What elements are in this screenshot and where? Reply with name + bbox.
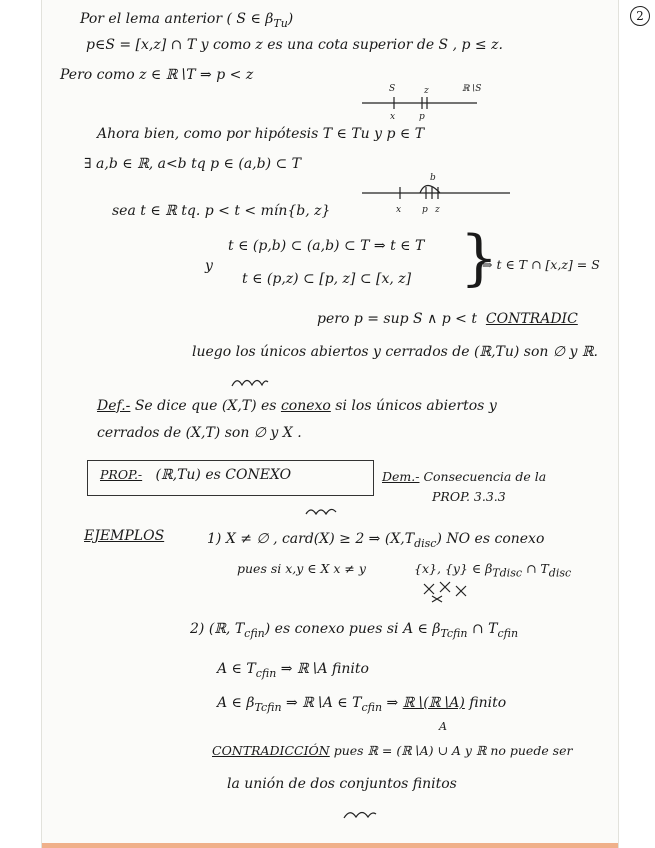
example-1-line-2: pues si x,y ∈ X x ≠ y [237,561,366,576]
set-a-label: A [439,720,447,733]
text: ⇒ ℝ∖A finito [276,661,369,677]
label-r-minus-s: ℝ∖S [462,84,482,94]
label-x: x [390,112,396,122]
text: si los únicos abiertos y [335,398,497,414]
number-line-1 [362,80,492,120]
text: ∩ T [525,561,549,576]
subscript: cfin [255,666,277,680]
demonstration-line [382,468,546,486]
line-pero-como: Pero como z ∈ ℝ∖T ⇒ p < z [60,67,254,83]
squiggle-divider [230,376,270,390]
demonstration-label: Dem.- [382,469,420,484]
contradiction-line-2: la unión de dos conjuntos finitos [227,776,457,792]
crossed-scribbles [420,580,490,604]
text: Por el lema anterior ( S ∈ β [80,11,274,27]
text: pero p = sup S ∧ p < t [317,311,477,327]
subscript: Tcfin [440,626,468,640]
examples-heading [84,527,164,545]
text: pues ℝ = (ℝ∖A) ∪ A y ℝ no puede ser [329,743,573,758]
demonstration-ref: PROP. 3.3.3 [432,489,506,504]
text: 1) X ≠ ∅ , card(X) ≥ 2 ⇒ (X,T [207,531,415,547]
proposition-text: (ℝ,Tu) es CONEXO [155,467,292,483]
line-t-in-pb: t ∈ (p,b) ⊂ (a,b) ⊂ T ⇒ t ∈ T [228,238,425,254]
line-p-in-s: p∈S = [x,z] ∩ T y como z es una cota superior de S , p ≤ z. [86,37,503,53]
notebook-page [41,0,644,848]
contradiction-label: CONTRADICCIÓN [212,743,330,758]
subscript: cfin [497,626,519,640]
subscript: cfin [244,626,265,640]
line-exists-ab: ∃ a,b ∈ ℝ, a<b tq p ∈ (a,b) ⊂ T [84,156,302,172]
interval-arc [420,186,440,194]
line-y: y [205,258,213,274]
line-luego: luego los únicos abiertos y cerrados de (ℝ,Tu) son ∅ y ℝ. [192,344,598,360]
label-z: z [424,86,429,96]
label-s: S [389,84,396,94]
example-2-line-1 [190,620,518,643]
right-brace: } [460,223,499,293]
text: ∩ T [471,621,498,637]
example-2-line-2 [217,660,369,683]
underlined-set: ℝ∖(ℝ∖A) [402,695,465,711]
line-ahora-bien: Ahora bien, como por hipótesis T ∈ Tu y p ∈ T [97,126,425,142]
definition-line-1 [97,397,497,415]
definition-term: conexo [280,398,331,414]
proposition-line [100,466,291,484]
text: Se dice que (X,T) es [134,398,277,414]
label-p: p [422,205,428,215]
text: ) [287,11,294,27]
examples-label: EJEMPLOS [84,528,165,544]
line-lema [80,10,293,33]
subscript: disc [414,536,437,550]
text: finito [464,695,507,711]
definition-line-2: cerrados de (X,T) son ∅ y X . [97,425,302,441]
definition-label: Def.- [97,398,131,414]
label-x: x [396,205,402,215]
proposition-label: PROP.- [100,467,143,482]
example-1-line-1 [207,530,544,553]
text: {x}, {y} ∈ β [414,561,493,576]
contradiction-label: CONTRADIC [485,311,578,327]
text: ⇒ ℝ∖A ∈ T [281,695,362,711]
text: ) es conexo pues si A ∈ β [264,621,441,637]
text: ) NO es conexo [436,531,545,547]
label-b: b [430,173,436,183]
subscript: Tu [273,16,288,30]
number-line-2 [362,168,512,216]
line-pero-sup [317,310,578,328]
subscript: disc [548,566,572,580]
example-2-line-3 [217,694,506,717]
squiggle-divider-3 [342,808,378,822]
line-t-in-pz: t ∈ (p,z) ⊂ [p, z] ⊂ [x, z] [242,271,412,287]
subscript: Tdisc [492,566,522,580]
line-sea-t: sea t ∈ ℝ tq. p < t < mín{b, z} [112,203,331,219]
text: A ∈ T [217,661,256,677]
squiggle [306,509,336,514]
squiggle [232,381,268,387]
squiggle-divider-2 [304,506,338,518]
contradiction-line-1 [212,742,572,760]
label-z: z [435,205,440,215]
page-number: 2 [630,6,650,26]
line-t-in-s: ⇒ t ∈ T ∩ [x,z] = S [482,257,600,272]
text: ⇒ [382,695,403,711]
squiggle [344,813,376,819]
text: A ∈ β [217,695,255,711]
subscript: Tcfin [254,700,282,714]
scribble [424,582,466,602]
subscript: cfin [361,700,383,714]
label-p: p [419,112,425,122]
text: 2) (ℝ, T [190,621,245,637]
text: Consecuencia de la [423,469,547,484]
